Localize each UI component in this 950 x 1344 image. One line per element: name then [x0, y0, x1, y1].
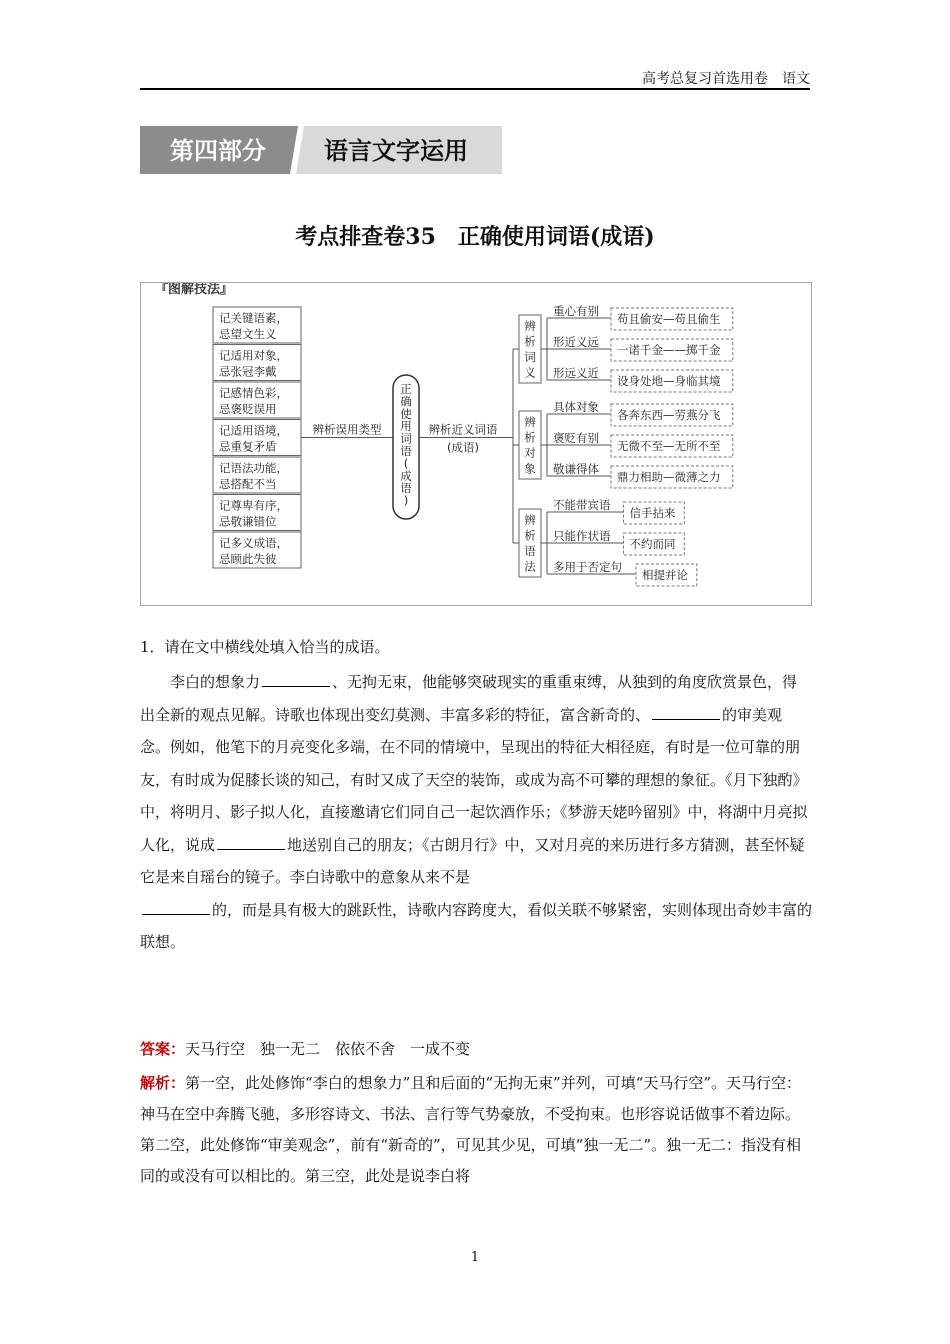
left-box-line2-1: 忌张冠李戴 [219, 364, 277, 379]
passage-part-3: 的审美观念。例如，他笔下的月亮变化多端，在不同的情境中，呈现出的特征大相径庭，有时是一位可靠的朋友，有时成为促膝长谈的知己，有时又成了天空的装饰，或成为高不可攀的理想的象征。《月下独酌》中，将明月、影子拟人化，直接邀请它们同自己一起饮酒作乐；《梦游天姥吟留别》中，将湖中月亮拟人化，说成 [140, 705, 808, 854]
center-char-5: 语 [400, 444, 412, 458]
item-label-2-2: 多用于否定句 [553, 560, 622, 574]
left-box-line1-6: 记多义成语， [219, 536, 288, 550]
group-char-0-1: 析 [524, 334, 536, 349]
item-label-0-1: 形近义远 [553, 335, 599, 349]
diagram-tag: 『图解技法』 [155, 282, 234, 297]
group-char-1-1: 析 [524, 430, 536, 445]
answer-blank-4[interactable] [142, 900, 210, 915]
answer-blank-1[interactable] [262, 672, 330, 687]
header-rule [140, 88, 810, 90]
group-char-1-3: 象 [524, 461, 536, 476]
question-passage [140, 666, 812, 959]
item-label-0-0: 重心有别 [553, 304, 599, 318]
item-label-2-1: 只能作状语 [553, 529, 611, 543]
example-text-1-1: 无微不至—无所不至 [617, 439, 721, 453]
item-label-1-2: 敬谦得体 [553, 462, 599, 476]
passage-part-2: 、无拘无束，他能够突破现实的重重束缚，从独到的角度欣赏景色，得出全新的观点见解。诗歌也体现出变幻莫测、丰富多彩的特征，富含新奇的、 [140, 673, 798, 724]
example-text-0-2: 设身处地—身临其境 [617, 374, 721, 388]
example-text-0-0: 苟且偷安—苟且偷生 [617, 312, 721, 326]
group-char-2-1: 析 [524, 528, 536, 543]
document-title: 考点排查卷35 正确使用词语(成语) [295, 224, 655, 250]
right-label-1: 辨析近义词语 [428, 422, 498, 437]
left-box-line1-1: 记适用对象， [219, 348, 288, 363]
example-text-2-1: 不约而同 [629, 537, 676, 551]
analysis-label: 解析： [140, 1074, 186, 1092]
center-char-4: 词 [400, 431, 412, 446]
passage-part-4: 地送别自己的朋友；《古朗月行》中，又对月亮的来历进行多方猜测，甚至怀疑它是来自瑶台的镜子。李白诗歌中的意象从来不是 [140, 835, 805, 886]
center-char-8: 语 [400, 481, 412, 496]
answer-text: 天马行空 独一无二 依依不舍 一成不变 [185, 1040, 471, 1058]
group-char-0-2: 词 [524, 350, 536, 364]
page-number: 1 [470, 1250, 480, 1265]
center-char-6: ( [403, 456, 409, 471]
right-label-2: (成语) [447, 440, 479, 455]
passage-part-1: 李白的想象力 [170, 673, 261, 691]
group-char-2-2: 语 [524, 544, 536, 558]
item-label-1-0: 具体对象 [553, 400, 599, 414]
item-label-1-1: 褒贬有别 [553, 431, 599, 445]
left-box-line1-3: 记适用语境， [219, 423, 288, 438]
example-text-1-2: 鼎力相助—微薄之力 [617, 470, 721, 484]
left-box-line1-5: 记尊卑有序， [219, 498, 288, 513]
group-char-1-0: 辨 [524, 415, 536, 429]
left-label: 辨析误用类型 [312, 422, 382, 437]
left-box-line1-4: 记语法功能， [219, 461, 288, 475]
group-char-0-3: 义 [524, 365, 536, 380]
example-text-2-2: 相提并论 [642, 568, 688, 582]
answer-blank-3[interactable] [217, 835, 285, 850]
left-box-line2-4: 忌搭配不当 [219, 477, 277, 491]
left-box-line2-3: 忌重复矛盾 [219, 439, 277, 454]
passage-part-5: 的，而是具有极大的跳跃性，诗歌内容跨度大，看似关联不够紧密，实则体现出奇妙丰富的联想。 [140, 900, 813, 951]
left-box-line2-5: 忌敬谦错位 [219, 514, 277, 529]
left-box-line2-0: 忌望文生义 [219, 327, 277, 341]
part-banner [140, 126, 502, 174]
center-char-1: 确 [400, 394, 412, 409]
part-title: 语言文字运用 [324, 137, 468, 165]
left-box-line2-6: 忌顾此失彼 [219, 552, 277, 566]
group-char-2-0: 辨 [524, 513, 536, 527]
example-text-2-0: 信手拈来 [629, 506, 676, 520]
answer-label: 答案： [140, 1040, 186, 1058]
group-char-1-2: 对 [524, 446, 536, 460]
center-char-2: 使 [400, 406, 412, 421]
center-char-9: ) [403, 493, 409, 508]
technique-diagram [140, 282, 812, 606]
item-label-0-2: 形远义近 [553, 366, 599, 380]
example-text-0-1: 一诺千金——掷千金 [617, 343, 721, 357]
left-box-line1-0: 记关键语素， [219, 311, 288, 325]
center-char-3: 用 [400, 419, 412, 434]
page-header: 高考总复习首选用卷 语文 [642, 71, 810, 87]
group-char-2-3: 法 [524, 559, 536, 574]
analysis-block [140, 1068, 812, 1192]
center-char-0: 正 [400, 382, 412, 396]
question-prompt: 1．请在文中横线处填入恰当的成语。 [140, 638, 390, 656]
analysis-text: 第一空，此处修饰“李白的想象力”且和后面的“无拘无束”并列，可填“天马行空”。天马行空：神马在空中奔腾飞驰，多形容诗文、书法、言行等气势豪放，不受拘束。也形容说话做事不着边际。第二空，此处修饰“审美观念”，前有“新奇的”，可见其少见，可填“独一无二”。独一无二：指没有相同的或没有可以相比的。第三空，此处是说李白将 [140, 1074, 802, 1185]
center-char-7: 成 [400, 468, 412, 483]
left-box-line1-2: 记感情色彩， [219, 386, 288, 400]
answer-line [140, 1034, 812, 1064]
group-char-0-0: 辨 [524, 319, 536, 333]
item-label-2-0: 不能带宾语 [553, 498, 611, 512]
left-box-line2-2: 忌褒贬误用 [219, 402, 277, 416]
part-label: 第四部分 [170, 137, 266, 165]
example-text-1-0: 各奔东西—劳燕分飞 [617, 408, 721, 422]
answer-blank-2[interactable] [652, 705, 720, 720]
